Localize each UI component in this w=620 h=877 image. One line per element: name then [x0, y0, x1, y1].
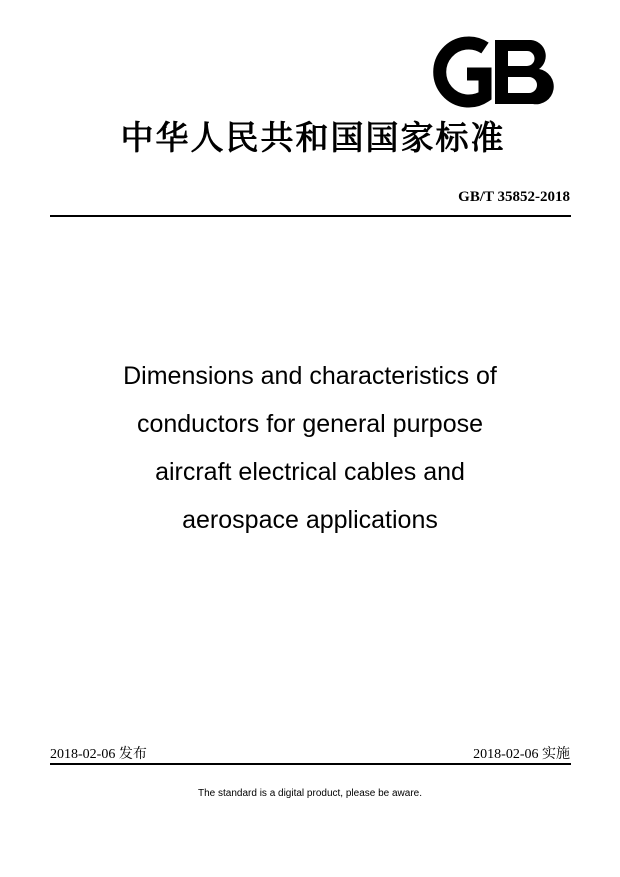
document-title	[60, 352, 560, 544]
issue-date	[50, 743, 147, 763]
implementation-date-label: 实施	[542, 746, 570, 762]
title-line: conductors for general purpose	[136, 410, 484, 438]
title-line: Dimensions and characteristics of	[123, 362, 497, 390]
gb-logo	[425, 36, 559, 108]
title-line: aircraft electrical cables and	[155, 458, 465, 486]
implementation-date	[473, 743, 570, 763]
issue-date-value: 2018-02-06	[50, 747, 116, 762]
top-divider	[50, 215, 571, 217]
issue-date-label: 发布	[118, 746, 147, 762]
org-name: 中华人民共和国国家标准	[120, 118, 506, 157]
bottom-divider	[50, 763, 571, 765]
digital-product-note: The standard is a digital product, please be aware.	[197, 788, 423, 799]
implementation-date-value: 2018-02-06	[473, 747, 539, 762]
title-line: aerospace applications	[182, 506, 438, 534]
standard-number: GB/T 35852-2018	[458, 189, 570, 205]
